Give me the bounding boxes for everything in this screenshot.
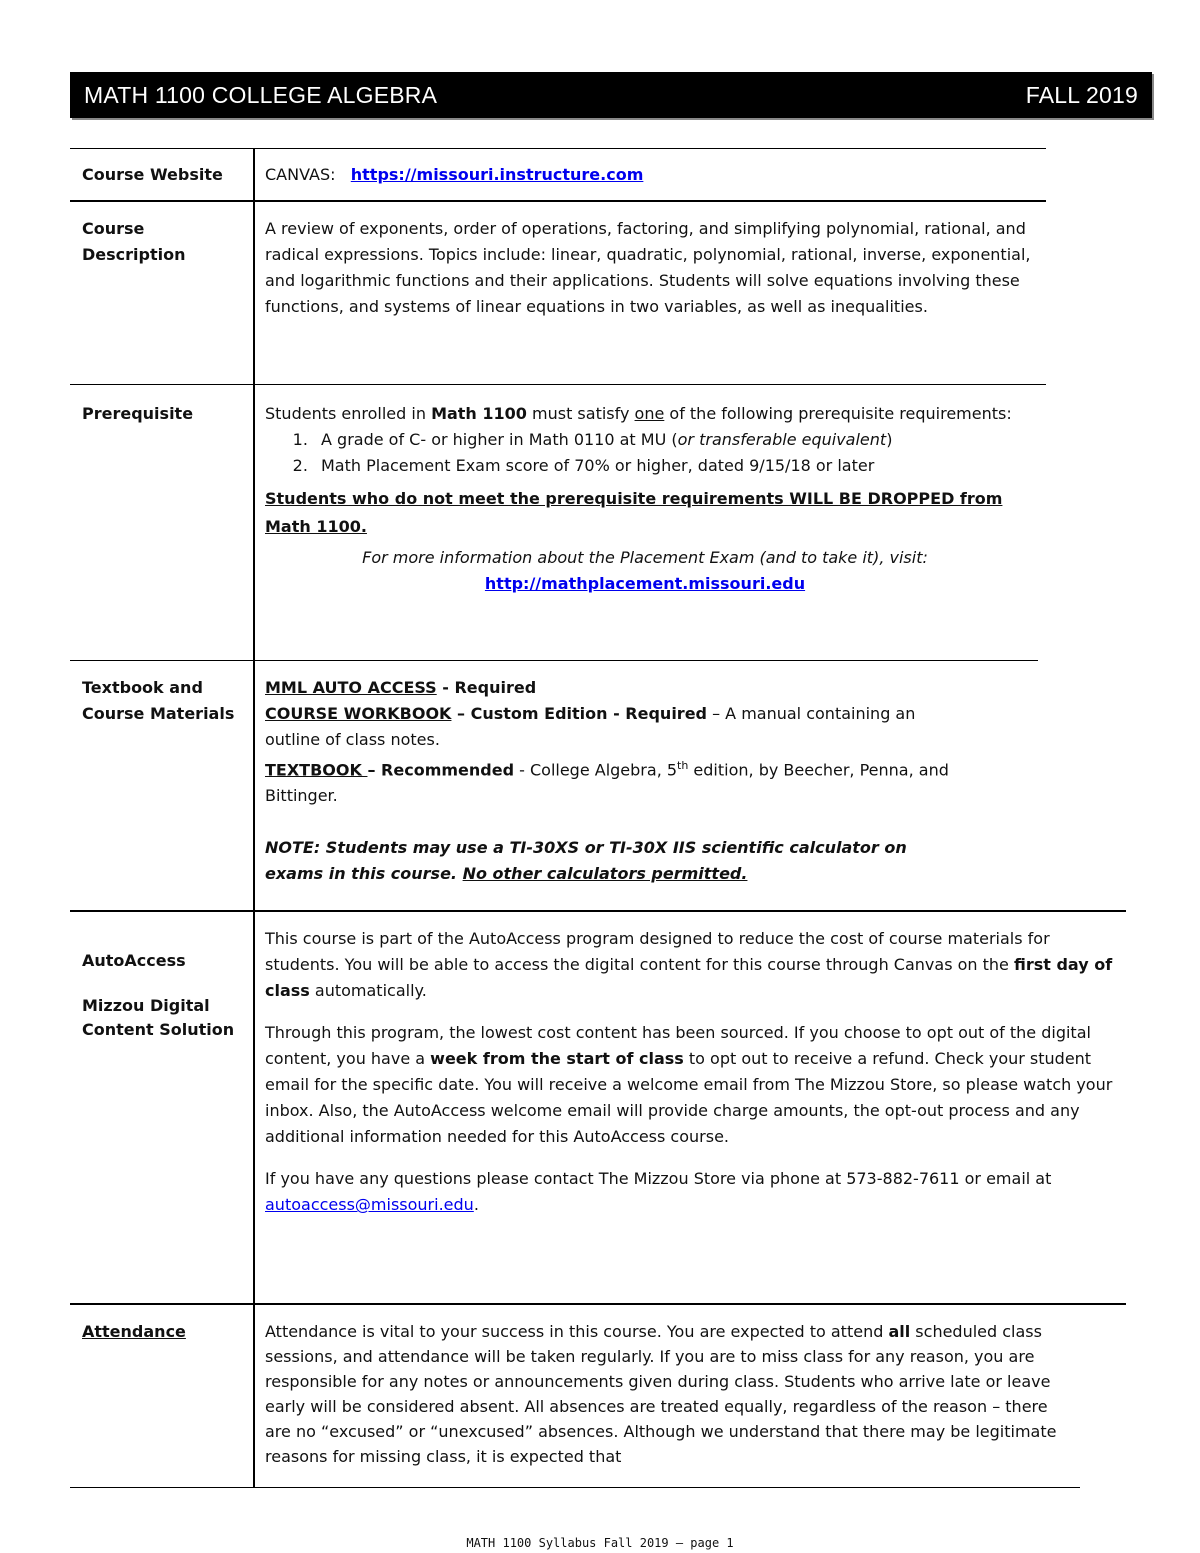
autoaccess-label-line1: AutoAccess bbox=[82, 951, 186, 970]
canvas-link[interactable]: https://missouri.instructure.com bbox=[350, 165, 644, 184]
header-bar bbox=[70, 72, 1152, 118]
prereq-label: Prerequisite bbox=[82, 404, 194, 423]
website-content bbox=[265, 162, 643, 188]
textbook-line: TEXTBOOK – Recommended - College Algebra, 5th edition, by Beecher, Penna, and Bittinger. bbox=[265, 759, 949, 806]
course-term: FALL 2019 bbox=[1025, 82, 1138, 108]
website-label: Course Website bbox=[82, 165, 223, 184]
list-item: 1. A grade of C- or higher in Math 0110 at MU (or transferable equivalent) bbox=[313, 427, 1025, 453]
placement-info: For more information about the Placement Exam (and to take it), visit: bbox=[362, 548, 928, 567]
website-prefix: CANVAS: bbox=[265, 165, 336, 184]
description-label-line1: Course bbox=[82, 219, 145, 238]
list-item: 2. Math Placement Exam score of 70% or higher, dated 9/15/18 or later bbox=[313, 453, 1025, 479]
divider bbox=[70, 1487, 1080, 1488]
autoaccess-label bbox=[82, 948, 234, 1042]
materials-label-line2: Course Materials bbox=[82, 704, 235, 723]
prereq-warning: Students who do not meet the prerequisite requirements WILL BE DROPPED from Math 1100. bbox=[265, 489, 1003, 536]
autoaccess-p3: If you have any questions please contact The Mizzou Store via phone at 573-882-7611 or email at autoaccess@missouri.edu. bbox=[265, 1169, 1052, 1214]
materials-content bbox=[265, 675, 965, 887]
description-label bbox=[82, 216, 185, 268]
mml-line: MML AUTO ACCESS - Required bbox=[265, 678, 537, 697]
divider bbox=[70, 384, 1046, 385]
prereq-intro: Students enrolled in Math 1100 must satisfy one of the following prerequisite requirements: bbox=[265, 404, 1012, 423]
prereq-list bbox=[265, 427, 1025, 479]
materials-label bbox=[82, 675, 234, 727]
divider bbox=[70, 660, 1038, 661]
course-title: MATH 1100 COLLEGE ALGEBRA bbox=[84, 82, 438, 108]
autoaccess-label-line2: Mizzou Digital bbox=[82, 996, 210, 1015]
autoaccess-content bbox=[265, 926, 1115, 1218]
autoaccess-p1: This course is part of the AutoAccess program designed to reduce the cost of course materials for students. You will be able to access the digital content for this course through Canvas on the first day of class automatically. bbox=[265, 929, 1113, 1000]
divider bbox=[70, 1303, 1126, 1305]
divider bbox=[70, 148, 1046, 149]
autoaccess-email-link[interactable]: autoaccess@missouri.edu bbox=[265, 1195, 474, 1214]
placement-link-row bbox=[265, 571, 1025, 597]
autoaccess-p2: Through this program, the lowest cost content has been sourced. If you choose to opt out of the digital content, you have a week from the start of class to opt out to receive a refund. Check your student email for the specific date. You will receive a welcome email from The Mizzou Store, so please watch your inbox. Also, the AutoAccess welcome email will provide charge amounts, the opt-out process and any additional information needed for this AutoAccess course. bbox=[265, 1023, 1113, 1146]
prereq-content bbox=[265, 401, 1025, 597]
column-divider bbox=[253, 148, 255, 1488]
description-text: A review of exponents, order of operations, factoring, and simplifying polynomial, rational, and radical expressions. Topics include: linear, quadratic, polynomial, rational, inverse, exponential, and logarithmic functions and their applications. Students will solve equations involving these functions, and systems of linear equations in two variables, as well as inequalities. bbox=[265, 219, 1031, 316]
placement-link[interactable]: http://mathplacement.missouri.edu bbox=[484, 574, 806, 593]
calculator-note: NOTE: Students may use a TI-30XS or TI-30X IIS scientific calculator on exams in this course. No other calculators permitted. bbox=[265, 838, 907, 884]
workbook-line: COURSE WORKBOOK – Custom Edition - Required – A manual containing an outline of class notes. bbox=[265, 704, 916, 749]
attendance-label: Attendance bbox=[82, 1322, 186, 1341]
autoaccess-label-line3: Content Solution bbox=[82, 1020, 235, 1039]
divider bbox=[70, 910, 1126, 912]
materials-label-line1: Textbook and bbox=[82, 678, 203, 697]
attendance-text: Attendance is vital to your success in this course. You are expected to attend all scheduled class sessions, and attendance will be taken regularly. If you are to miss class for any reason, you are responsible for any notes or announcements given during class. Students who arrive late or leave early will be considered absent. All absences are treated equally, regardless of the reason – there are no “excused” or “unexcused” absences. Although we understand that there may be legitimate reasons for missing class, it is expected that bbox=[265, 1322, 1057, 1466]
page-footer: MATH 1100 Syllabus Fall 2019 – page 1 bbox=[466, 1536, 734, 1550]
divider bbox=[70, 200, 1046, 202]
description-label-line2: Description bbox=[82, 245, 186, 264]
